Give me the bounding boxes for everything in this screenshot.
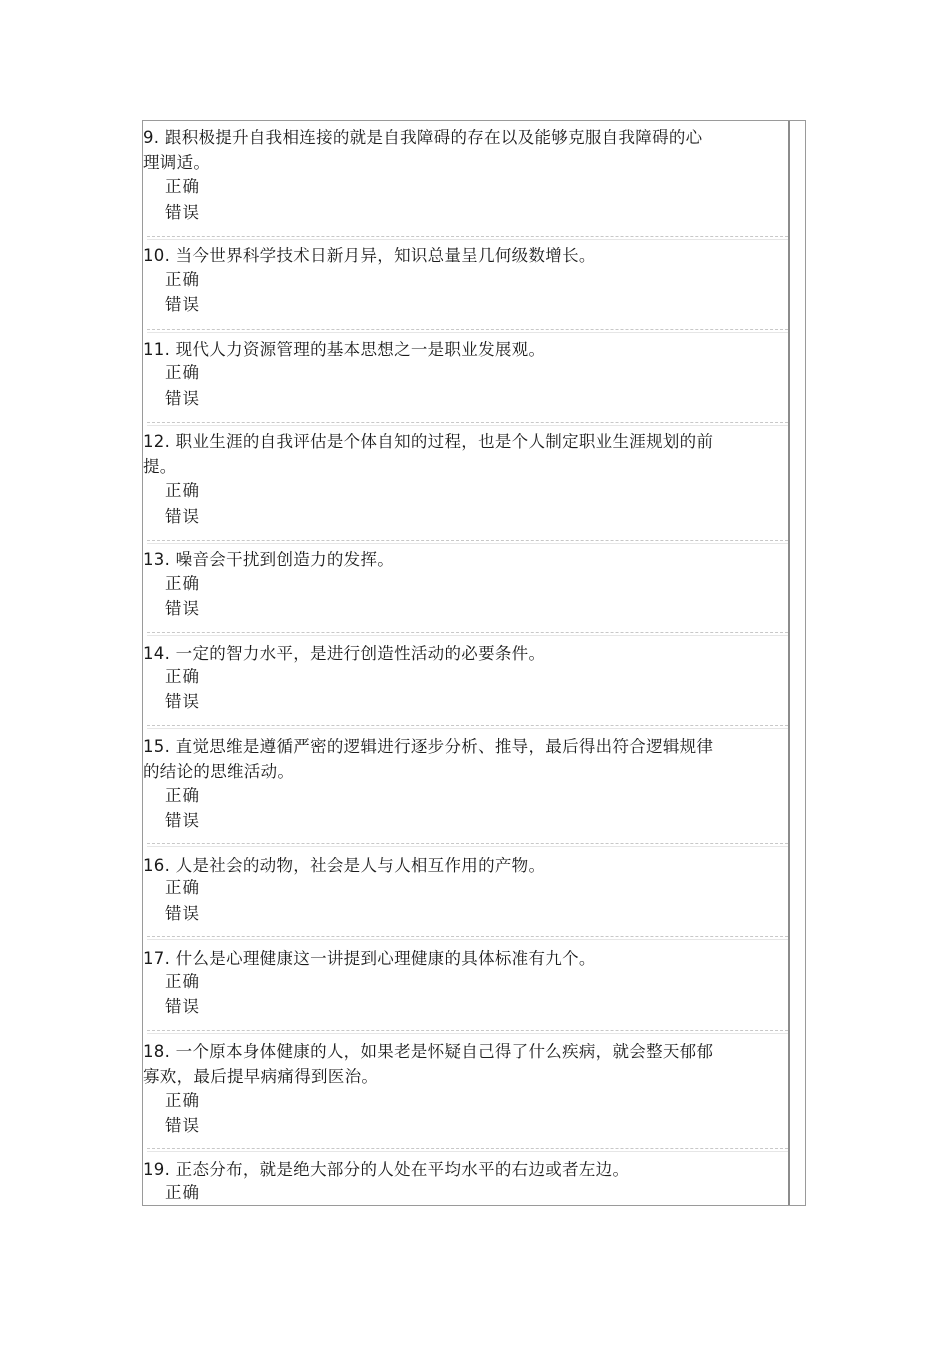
question-divider — [147, 422, 788, 423]
question-text: 12. 职业生涯的自我评估是个体自知的过程，也是个人制定职业生涯规划的前 提。 — [143, 432, 714, 476]
option-false[interactable]: 错误 — [165, 811, 200, 830]
option-false[interactable]: 错误 — [165, 389, 200, 408]
option-false[interactable]: 错误 — [165, 507, 200, 526]
option-true[interactable]: 正确 — [165, 177, 200, 196]
question-divider — [147, 846, 788, 847]
question-text: 17. 什么是心理健康这一讲提到心理健康的具体标准有九个。 — [143, 949, 596, 968]
question-text: 10. 当今世界科学技术日新月异，知识总量呈几何级数增长。 — [143, 246, 596, 265]
question-text: 18. 一个原本身体健康的人，如果老是怀疑自己得了什么疾病，就会整天郁郁 寡欢，最后提早病痛得到医治。 — [143, 1042, 714, 1086]
question-divider — [147, 728, 788, 729]
question-divider — [147, 1033, 788, 1034]
question-divider — [147, 543, 788, 544]
question-text: 9. 跟积极提升自我相连接的就是自我障碍的存在以及能够克服自我障碍的心 理调适。 — [143, 128, 703, 172]
option-true[interactable]: 正确 — [165, 786, 200, 805]
option-true[interactable]: 正确 — [165, 1091, 200, 1110]
question-divider — [147, 635, 788, 636]
question-divider — [147, 236, 788, 237]
question-divider — [147, 239, 788, 240]
option-false[interactable]: 错误 — [165, 904, 200, 923]
question-list-frame — [142, 120, 806, 1206]
question-divider — [147, 936, 788, 937]
question-text: 13. 噪音会干扰到创造力的发挥。 — [143, 550, 395, 569]
question-divider — [147, 1030, 788, 1031]
question-divider — [147, 1148, 788, 1149]
option-false[interactable]: 错误 — [165, 692, 200, 711]
option-true[interactable]: 正确 — [165, 270, 200, 289]
option-true[interactable]: 正确 — [165, 1183, 200, 1202]
option-true[interactable]: 正确 — [165, 363, 200, 382]
option-true[interactable]: 正确 — [165, 481, 200, 500]
question-text: 14. 一定的智力水平，是进行创造性活动的必要条件。 — [143, 644, 546, 663]
question-divider — [147, 1151, 788, 1152]
option-false[interactable]: 错误 — [165, 599, 200, 618]
question-text: 15. 直觉思维是遵循严密的逻辑进行逐步分析、推导，最后得出符合逻辑规律 的结论的思维活动。 — [143, 737, 714, 781]
option-true[interactable]: 正确 — [165, 574, 200, 593]
question-divider — [147, 425, 788, 426]
question-text: 19. 正态分布，就是绝大部分的人处在平均水平的右边或者左边。 — [143, 1160, 630, 1179]
question-text: 11. 现代人力资源管理的基本思想之一是职业发展观。 — [143, 340, 546, 359]
scrollbar[interactable] — [788, 121, 805, 1205]
option-false[interactable]: 错误 — [165, 1116, 200, 1135]
option-false[interactable]: 错误 — [165, 997, 200, 1016]
question-divider — [147, 329, 788, 330]
question-divider — [147, 540, 788, 541]
option-true[interactable]: 正确 — [165, 878, 200, 897]
question-divider — [147, 332, 788, 333]
option-false[interactable]: 错误 — [165, 295, 200, 314]
question-divider — [147, 939, 788, 940]
question-divider — [147, 843, 788, 844]
question-divider — [147, 725, 788, 726]
question-text: 16. 人是社会的动物，社会是人与人相互作用的产物。 — [143, 856, 546, 875]
option-true[interactable]: 正确 — [165, 972, 200, 991]
question-divider — [147, 632, 788, 633]
option-false[interactable]: 错误 — [165, 203, 200, 222]
option-true[interactable]: 正确 — [165, 667, 200, 686]
